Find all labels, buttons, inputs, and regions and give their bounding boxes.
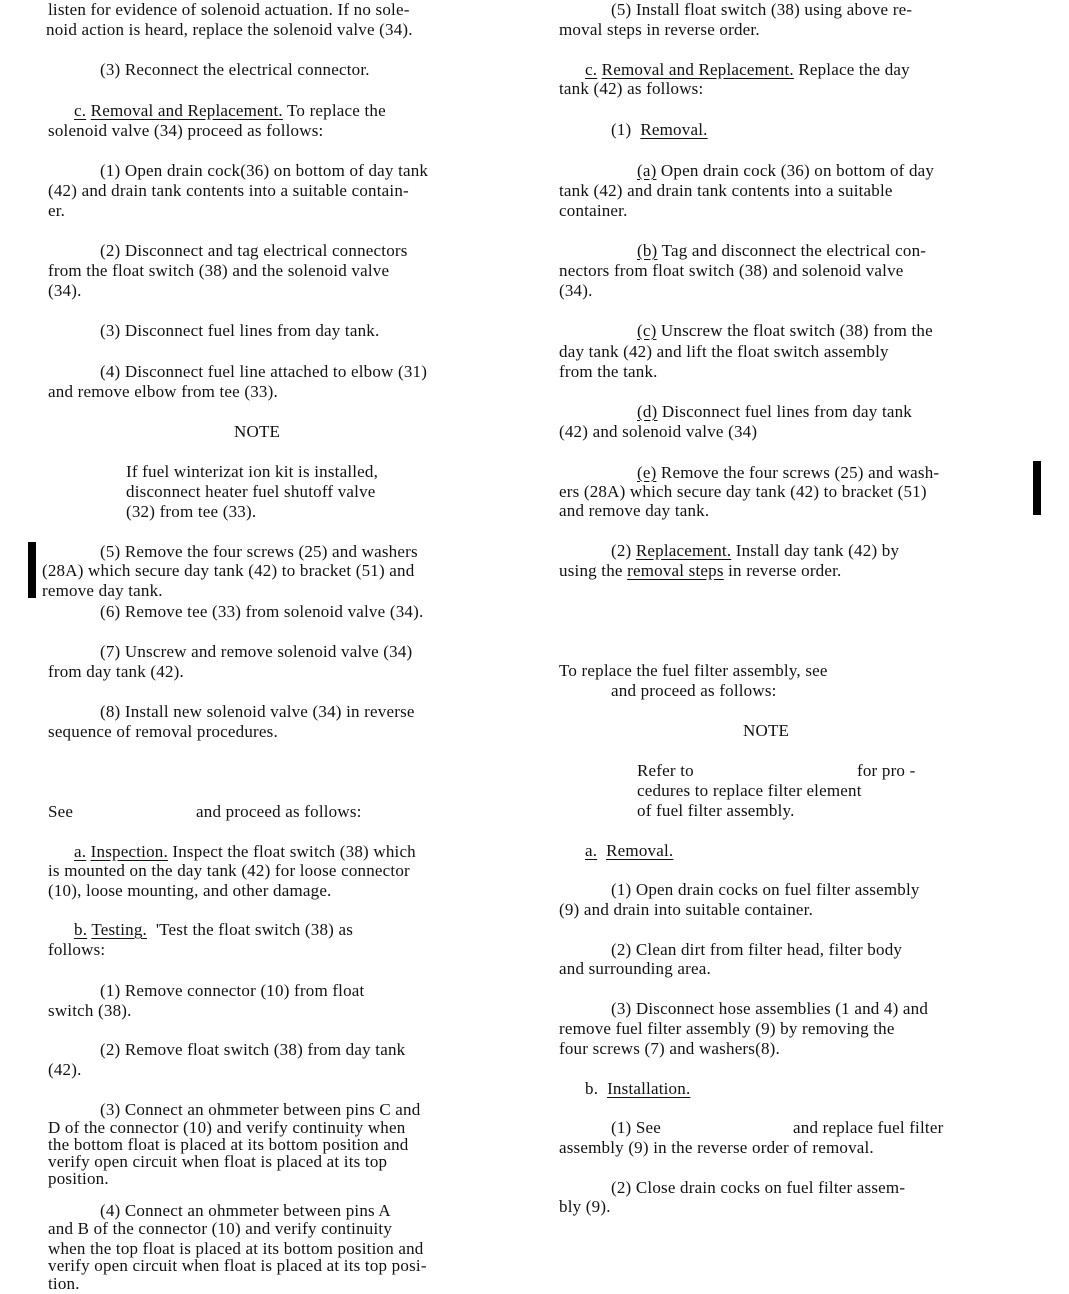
substep-a: (a) Open drain cock (36) on bottom of day	[637, 161, 935, 180]
text-line: (6) Remove tee (33) from solenoid valve (34).	[100, 602, 424, 621]
text-line: sequence of removal procedures.	[48, 722, 278, 741]
text-line: ers (28A) which secure day tank (42) to bracket (51)	[559, 482, 927, 501]
text-line: position.	[48, 1169, 109, 1188]
text-line: remove fuel filter assembly (9) by removing the	[559, 1019, 895, 1038]
text-line: four screws (7) and washers(8).	[559, 1039, 780, 1058]
text-line: (42) and solenoid valve (34)	[559, 422, 758, 441]
replacement-paragraph: (2) Replacement. Install day tank (42) by	[611, 541, 900, 560]
section-label: b.	[74, 920, 88, 939]
text-line: and remove elbow from tee (33).	[48, 382, 278, 401]
text-line: (2) Clean dirt from filter head, filter body	[611, 940, 903, 959]
note-text: disconnect heater fuel shutoff valve	[126, 482, 376, 501]
text-line: (1) Open drain cock(36) on bottom of day tank	[100, 161, 429, 180]
note-text: (32) from tee (33).	[126, 502, 257, 521]
text-line: from the tank.	[559, 362, 658, 381]
text-line: (2) Disconnect and tag electrical connectors	[100, 241, 408, 260]
note-title: NOTE	[234, 422, 281, 441]
installation-heading: b. Installation.	[585, 1079, 691, 1098]
text-line: remove day tank.	[42, 581, 163, 600]
text-line: (2) Close drain cocks on fuel filter assem-	[611, 1178, 906, 1197]
removal-heading: (1) Removal.	[611, 120, 708, 139]
text-line: (42).	[48, 1060, 82, 1079]
text-line: D of the connector (10) and verify continuity when	[48, 1118, 406, 1137]
note-title: NOTE	[743, 721, 790, 740]
substep-e: (e) Remove the four screws (25) and wash-	[637, 463, 940, 482]
text-line: (4) Disconnect fuel line attached to elbow (31)	[100, 362, 428, 381]
section-label: c.	[585, 60, 598, 79]
text-line: (34).	[48, 281, 82, 300]
step-reconnect: (3) Reconnect the electrical connector.	[100, 60, 370, 79]
text-line: er.	[48, 201, 66, 220]
substep-c: (c) Unscrew the float switch (38) from the	[637, 321, 933, 340]
text-line: (8) Install new solenoid valve (34) in reverse	[100, 702, 415, 721]
see-suffix: and proceed as follows:	[196, 802, 362, 821]
text-line: (3) Disconnect fuel lines from day tank.	[100, 321, 380, 340]
text-line: (2) Remove float switch (38) from day tank	[100, 1040, 406, 1059]
text-line: solenoid valve (34) proceed as follows:	[48, 121, 324, 140]
removal-replacement-paragraph: c. Removal and Replacement. Replace the day	[585, 60, 910, 79]
text-line: noid action is heard, replace the solenoid valve (34).	[46, 20, 413, 39]
text-line: To replace the fuel filter assembly, see	[559, 661, 828, 680]
testing-paragraph: b. Testing. 'Test the float switch (38) as	[74, 920, 354, 939]
text-line: and surrounding area.	[559, 959, 711, 978]
text-line: (9) and drain into suitable container.	[559, 900, 814, 919]
substep-b: (b) Tag and disconnect the electrical con-	[637, 241, 927, 260]
section-heading: Inspection.	[90, 842, 168, 861]
text-line: (4) Connect an ohmmeter between pins A	[100, 1201, 391, 1220]
text-line: moval steps in reverse order.	[559, 20, 760, 39]
text-line: (10), loose mounting, and other damage.	[48, 881, 332, 900]
change-bar	[1033, 461, 1041, 515]
filter-removal-heading: a. Removal.	[585, 841, 674, 860]
note-text: Refer to	[637, 761, 694, 780]
section-label: a.	[74, 842, 87, 861]
text-line: container.	[559, 201, 628, 220]
text-line: nectors from float switch (38) and solenoid valve	[559, 261, 904, 280]
text-line: using the removal steps in reverse order.	[559, 561, 842, 580]
text-line: (5) Remove the four screws (25) and washers	[100, 542, 418, 561]
section-heading: Removal and Replacement.	[90, 101, 283, 120]
text-line: day tank (42) and lift the float switch assembly	[559, 342, 889, 361]
text-line: verify open circuit when float is placed at its top	[48, 1152, 388, 1171]
section-label: c.	[74, 101, 87, 120]
note-text: of fuel filter assembly.	[637, 801, 795, 820]
text-line: and B of the connector (10) and verify continuity	[48, 1219, 393, 1238]
text-line: (28A) which secure day tank (42) to bracket (51) and	[42, 561, 415, 580]
text-line: switch (38).	[48, 1001, 132, 1020]
removal-replacement-paragraph: c. Removal and Replacement. To replace the	[74, 101, 386, 120]
text-line: when the top float is placed at its bottom position and	[48, 1239, 424, 1258]
text-line: (1) Open drain cocks on fuel filter assembly	[611, 880, 920, 899]
text-line: assembly (9) in the reverse order of removal.	[559, 1138, 874, 1157]
change-bar	[28, 542, 36, 598]
text-line: is mounted on the day tank (42) for loose connector	[48, 861, 410, 880]
section-heading: Testing.	[91, 920, 147, 939]
text-line: (5) Install float switch (38) using above re-	[611, 0, 913, 19]
text-line: and proceed as follows:	[611, 681, 777, 700]
section-heading: Removal and Replacement.	[601, 60, 794, 79]
text-line: (3) Connect an ohmmeter between pins C and	[100, 1100, 421, 1119]
note-text: for pro -	[857, 761, 916, 780]
text-line: and replace fuel filter	[793, 1118, 944, 1137]
text-line: from day tank (42).	[48, 662, 184, 681]
text-line: (1) See	[611, 1118, 662, 1137]
text-line: verify open circuit when float is placed at its top posi-	[48, 1256, 427, 1275]
text-line: listen for evidence of solenoid actuation. If no sole-	[48, 0, 410, 19]
text-line: tion.	[48, 1274, 80, 1293]
text-line: (3) Disconnect hose assemblies (1 and 4) and	[611, 999, 929, 1018]
text-line: (7) Unscrew and remove solenoid valve (34)	[100, 642, 413, 661]
text-line: from the float switch (38) and the solenoid valve	[48, 261, 390, 280]
text-line: (1) Remove connector (10) from float	[100, 981, 365, 1000]
text-line: (42) and drain tank contents into a suitable contain-	[48, 181, 409, 200]
substep-d: (d) Disconnect fuel lines from day tank	[637, 402, 913, 421]
note-text: If fuel winterizat ion kit is installed,	[126, 462, 379, 481]
text-line: the bottom float is placed at its bottom position and	[48, 1135, 409, 1154]
note-text: cedures to replace filter element	[637, 781, 862, 800]
text-line: (34).	[559, 281, 593, 300]
text-line: tank (42) as follows:	[559, 79, 704, 98]
text-line: and remove day tank.	[559, 501, 710, 520]
inspection-paragraph: a. Inspection. Inspect the float switch (38) which	[74, 842, 416, 861]
text-line: bly (9).	[559, 1197, 611, 1216]
text-line: follows:	[48, 940, 106, 959]
see-prefix: See	[48, 802, 74, 821]
text-line: tank (42) and drain tank contents into a suitable	[559, 181, 893, 200]
